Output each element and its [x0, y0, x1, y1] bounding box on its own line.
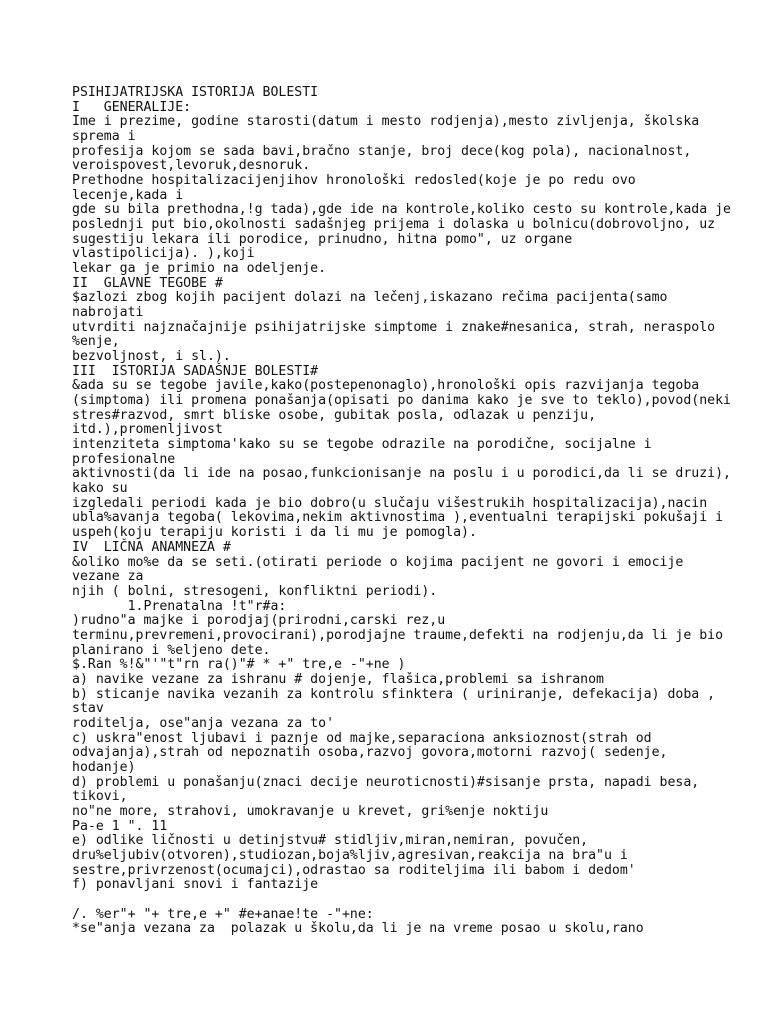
text-line: $azlozi zbog kojih pacijent dolazi na lečenj,iskazano rečima pacijenta(samo [72, 290, 668, 306]
text-line: odvajanja),strah od nepoznatih osoba,razvoj govora,motorni razvoj( sedenje, [72, 745, 668, 761]
text-line: I GENERALIJE: [72, 99, 192, 115]
text-line: itd.),promenljivost [72, 422, 223, 438]
text-line: III ISTORIJA SADAŠNJE BOLESTI# [72, 363, 319, 379]
text-line: /. %er"+ "+ tre,e +" #e+anae!te -"+ne: [72, 906, 374, 922]
text-line: d) problemi u ponašanju(znaci decije neuroticnosti)#sisanje prsta, napadi besa, [72, 774, 700, 790]
text-line: nabrojati [72, 305, 144, 321]
text-line: roditelja, ose"anja vezana za to' [72, 715, 335, 731]
text-line: aktivnosti(da li ide na posao,funkcionisanje na poslu i u porodici,da li se druzi), [72, 466, 731, 482]
text-line: (simptoma) ili promena ponašanja(opisati po danima kako je sve to teklo),povod(neki [72, 393, 731, 409]
text-line: profesija kojom se sada bavi,bračno stanje, broj dece(kog pola), nacionalnost, [72, 143, 692, 159]
text-line: gde su bila prethodna,!g tada),gde ide na kontrole,koliko cesto su kontrole,kada je [72, 202, 731, 218]
text-line: e) odlike ličnosti u detinjstvu# stidljiv,miran,nemiran, povučen, [72, 833, 589, 849]
text-line: njih ( bolni, stresogeni, konfliktni periodi). [72, 583, 438, 599]
text-line: terminu,prevremeni,provocirani),porodjajne traume,defekti na rodjenju,da li je bio [72, 627, 724, 643]
document-page [72, 86, 762, 937]
text-line: stav [72, 701, 104, 717]
text-line: lekar ga je primio na odeljenje. [72, 261, 327, 277]
text-line: kako su [72, 481, 128, 497]
text-line: lecenje,kada i [72, 187, 184, 203]
text-line: poslednji put bio,okolnosti sadašnjeg prijema i dolaska u bolnicu(dobrovoljno, uz [72, 217, 716, 233]
text-line: sprema i [72, 129, 136, 145]
text-line: )rudno"a majke i porodjaj(prirodni,carski rez,u [72, 613, 446, 629]
text-line: izgledali periodi kada je bio dobro(u slučaju višestrukih hospitalizacija),nacin [72, 495, 708, 511]
text-line: 1.Prenatalna !t"r#a: [72, 598, 287, 614]
text-line: uspeh(koju terapiju koristi i da li mu je pomogla). [72, 525, 477, 541]
text-line [72, 893, 762, 908]
text-line: a) navike vezane za ishranu # dojenje, flašica,problemi sa ishranom [72, 671, 604, 687]
text-line: no"ne more, strahovi, umokravanje u krevet, gri%enje noktiju [72, 803, 549, 819]
text-line: *se"anja vezana za polazak u školu,da li je na vreme posao u skolu,rano [72, 921, 644, 937]
text-line: stres#razvod, smrt bliske osobe, gubitak posla, odlazak u penziju, [72, 407, 597, 423]
text-line: II GLAVNE TEGOBE # [72, 275, 223, 291]
text-line: Pa-e 1 ". 11 [72, 818, 168, 834]
text-line: bezvoljnost, i sl.). [72, 349, 231, 365]
text-line: ubla%avanja tegoba( lekovima,nekim aktivnostima ),eventualni terapijski pokušaji i [72, 510, 724, 526]
text-line: vlastipolicija). ),koji [72, 246, 255, 262]
text-line: &ada su se tegobe javile,kako(postepenonaglo),hronološki opis razvijanja tegoba [72, 378, 700, 394]
text-line: IV LIČNA ANAMNEZA # [72, 539, 231, 555]
text-line: veroispovest,levoruk,desnoruk. [72, 158, 311, 174]
text-line: b) sticanje navika vezanih za kontrolu sfinktera ( uriniranje, defekacija) doba , [72, 686, 716, 702]
text-line: Ime i prezime, godine starosti(datum i mesto rodjenja),mesto zivljenja, školska [72, 114, 700, 130]
text-line: profesionalne [72, 451, 176, 467]
text-line: utvrditi najznačajnije psihijatrijske simptome i znake#nesanica, strah, neraspolo [72, 319, 716, 335]
text-line: f) ponavljani snovi i fantazije [72, 877, 319, 893]
text-line: $.Ran %!&"'"t"rn ra()"# * +" tre,e -"+ne ) [72, 657, 406, 673]
text-line: sestre,privrzenost(ocumajci),odrastao sa roditeljima ili babom i dedom' [72, 862, 636, 878]
text-line: tikovi, [72, 789, 128, 805]
text-line: planirano i %eljeno dete. [72, 642, 271, 658]
text-line: vezane za [72, 569, 144, 585]
text-line: sugestiju lekara ili porodice, prinudno, hitna pomo", uz organe [72, 231, 573, 247]
text-line: dru%eljubiv(otvoren),studiozan,boja%ljiv,agresivan,reakcija na bra"u i [72, 847, 628, 863]
text-line: intenziteta simptoma'kako su se tegobe odrazile na porodične, socijalne i [72, 437, 652, 453]
text-line: c) uskra"enost ljubavi i paznje od majke,separaciona anksioznost(strah od [72, 730, 652, 746]
text-line: hodanje) [72, 759, 136, 775]
text-line: PSIHIJATRIJSKA ISTORIJA BOLESTI [72, 85, 319, 100]
text-line: &oliko mo%e da se seti.(otirati periode o kojima pacijent ne govori i emocije [72, 554, 684, 570]
text-line: Prethodne hospitalizacijenjihov hronološki redosled(koje je po redu ovo [72, 173, 636, 189]
text-line: %enje, [72, 334, 120, 350]
